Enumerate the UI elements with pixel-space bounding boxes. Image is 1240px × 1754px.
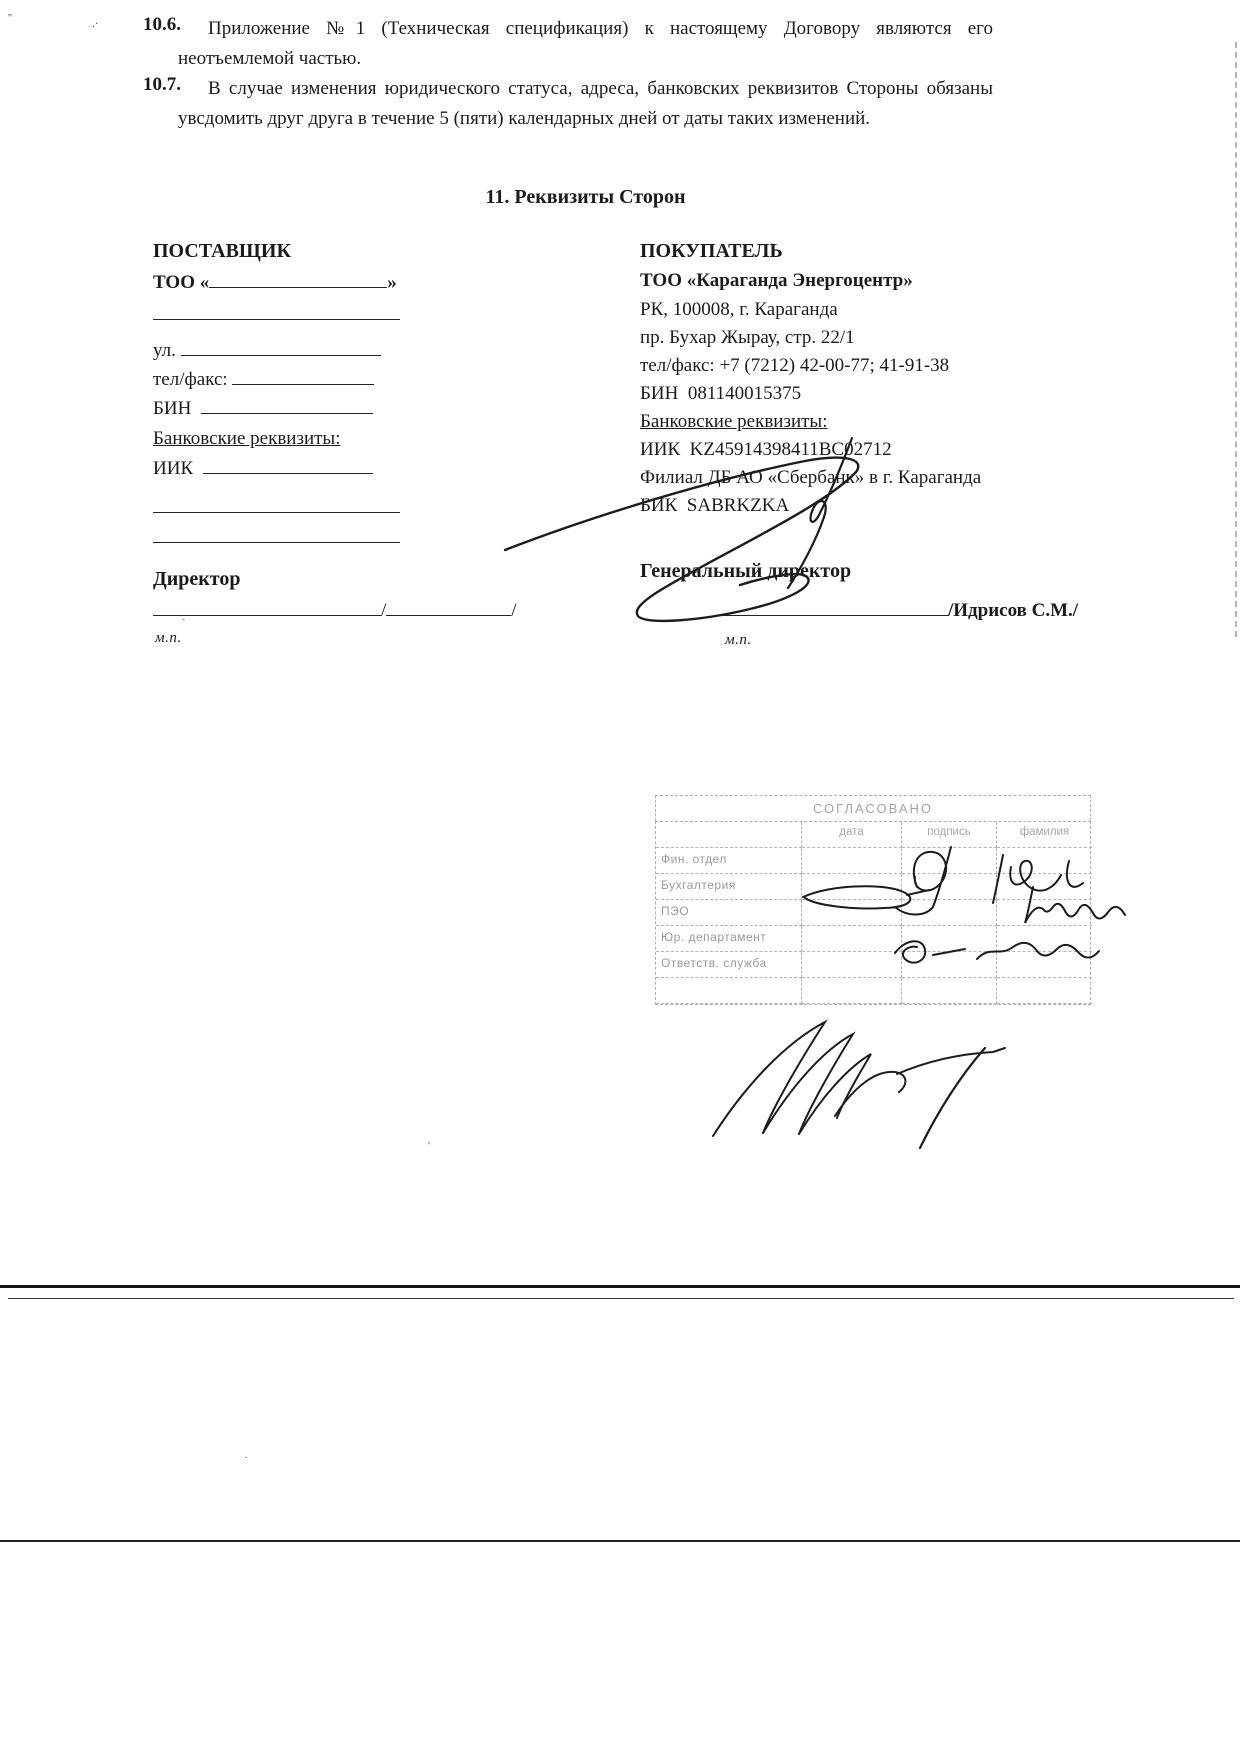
supplier-signature-row (153, 600, 517, 622)
clause-number: 10.7. (143, 74, 181, 95)
supplier-signature-blank (153, 601, 381, 616)
handwritten-signature-large (675, 1008, 1005, 1158)
supplier-street-row (153, 340, 381, 362)
scan-speck: · (244, 1452, 248, 1464)
clause-text: Приложение №1 (Техническая спецификация) к настоящему Договору являются его неотъемлемой частью. (178, 18, 993, 69)
supplier-blank-line (153, 498, 400, 513)
stamp-col-header: дата (802, 822, 902, 848)
supplier-bin-row (153, 398, 373, 420)
supplier-iik-label: ИИК (153, 458, 194, 479)
supplier-bin-label: БИН (153, 398, 192, 419)
section-title: 11. Реквизиты Сторон (485, 186, 686, 208)
supplier-role-heading: ПОСТАВЩИК (153, 240, 291, 262)
clause-text: В случае изменения юридического статуса, адреса, банковских реквизитов Стороны обязаны увсдомить друг друга в течение 5 (пяти) календарных дней от даты таких изменений. (178, 78, 993, 129)
buyer-seal-label: м.п. (725, 632, 752, 648)
buyer-address-line1: РК, 100008, г. Караганда (640, 299, 838, 320)
stamp-row-label: Ответств. служба (656, 952, 802, 978)
clause-number: 10.6. (143, 14, 181, 35)
supplier-bin-blank (201, 399, 373, 414)
scan-speck: '' (8, 12, 12, 24)
approval-stamp-title: СОГЛАСОВАНО (655, 795, 1091, 821)
supplier-phone-row (153, 369, 374, 391)
buyer-director-label: Генеральный директор (640, 560, 852, 582)
stamp-row-label: Фин. отдел (656, 848, 802, 874)
buyer-bik: БИК SABRKZKA (640, 495, 790, 516)
buyer-role-heading: ПОКУПАТЕЛЬ (640, 240, 783, 262)
scan-artifact-vertical-line (1235, 42, 1237, 637)
supplier-name-row (153, 272, 397, 294)
supplier-name-prefix: ТОО « (153, 272, 210, 293)
stamp-col-header: подпись (902, 822, 997, 848)
handwritten-signature-swoosh (470, 425, 900, 635)
stamp-row-label: ПЭО (656, 900, 802, 926)
scan-horizontal-line (0, 1285, 1240, 1288)
supplier-street-label: ул. (153, 340, 176, 361)
buyer-bin: БИН 081140015375 (640, 383, 802, 404)
buyer-bank-label: Банковские реквизиты: (640, 411, 828, 432)
supplier-blank-line (153, 305, 400, 320)
supplier-iik-row (153, 458, 373, 480)
buyer-name: ТОО «Караганда Энергоцентр» (640, 270, 913, 291)
supplier-street-blank (181, 341, 381, 356)
scan-speck: .· (92, 18, 99, 30)
buyer-address-line2: пр. Бухар Жырау, стр. 22/1 (640, 327, 855, 348)
supplier-iik-blank (203, 459, 373, 474)
buyer-director-sign: /Идрисов С.М./ (948, 600, 1079, 621)
supplier-bank-label: Банковские реквизиты: (153, 428, 341, 449)
supplier-phone-blank (232, 370, 374, 385)
scan-speck: ' (428, 1140, 430, 1152)
supplier-director-label: Директор (153, 568, 241, 590)
buyer-bank-name: Филиал ДБ АО «Сбербанк» в г. Караганда (640, 467, 982, 488)
scan-horizontal-line (0, 1540, 1240, 1542)
supplier-name-blank (209, 273, 387, 288)
scan-horizontal-line (8, 1298, 1234, 1299)
stamp-col-header: фамилия (997, 822, 1092, 848)
supplier-seal-label: м.п. (155, 630, 182, 646)
stamp-row-label: Юр. департамент (656, 926, 802, 952)
handwritten-approval-signatures (655, 795, 1175, 1035)
supplier-name-suffix: » (387, 272, 397, 293)
slash: / (511, 600, 517, 621)
buyer-phone: тел/факс: +7 (7212) 42-00-77; 41-91-38 (640, 355, 950, 376)
stamp-row-label: Бухгалтерия (656, 874, 802, 900)
supplier-blank-line (153, 528, 400, 543)
buyer-iik: ИИК KZ45914398411BC02712 (640, 439, 892, 460)
supplier-phone-label: тел/факс: (153, 369, 228, 390)
slash: / (381, 600, 387, 621)
scan-speck: · (182, 614, 186, 626)
